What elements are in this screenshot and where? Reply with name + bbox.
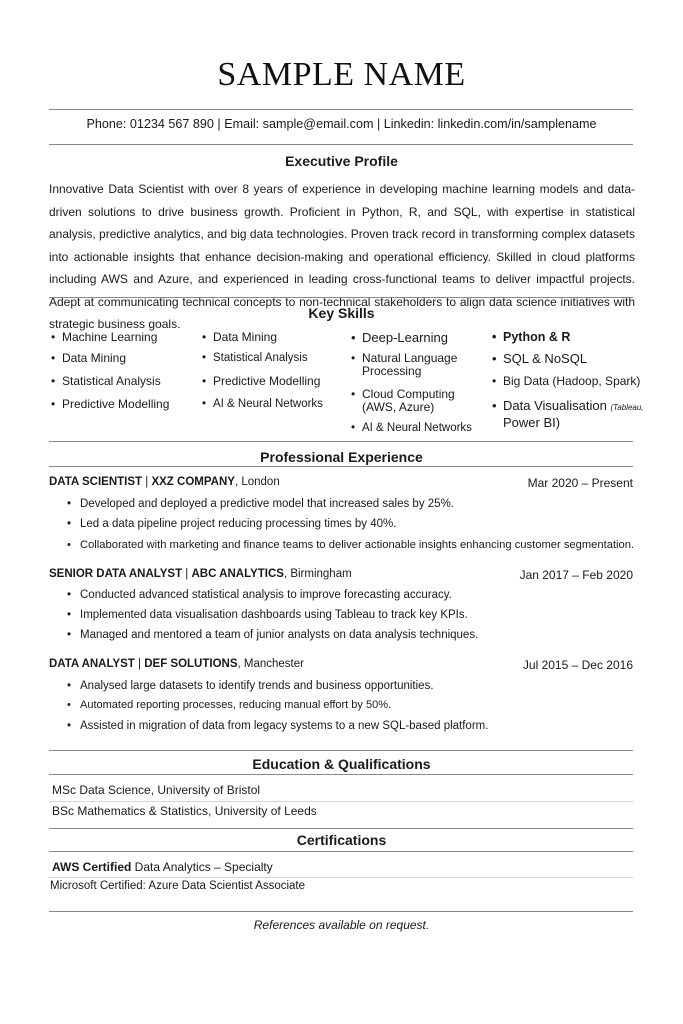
skill-item: • Deep-Learning — [351, 330, 449, 345]
job-bullet: • Developed and deployed a predictive model that increased sales by 25%. — [67, 498, 454, 510]
divider — [49, 877, 633, 878]
divider — [49, 466, 633, 467]
skill-item: • Big Data (Hadoop, Spark) — [492, 374, 641, 388]
skill-item: • Python & R — [492, 330, 571, 344]
job-bullet: • Led a data pipeline project reducing processing times by 40%. — [67, 518, 397, 530]
job-bullet: • Managed and mentored a team of junior analysts on data analysis techniques. — [67, 629, 479, 641]
divider — [49, 851, 633, 852]
job-bullet: • Conducted advanced statistical analysis to improve forecasting accuracy. — [67, 589, 452, 601]
skill-item: • Data Visualisation (Tableau, Power BI) — [492, 398, 644, 430]
job-bullet: • Implemented data visualisation dashboards using Tableau to track key KPIs. — [67, 609, 468, 621]
job-bullet: • Automated reporting processes, reducing manual effort by 50%. — [67, 699, 392, 711]
certification-item: Microsoft Certified: Azure Data Scientist Associate — [50, 880, 306, 892]
candidate-name: SAMPLE NAME — [217, 56, 466, 93]
divider — [49, 297, 633, 298]
executive-profile-text: Innovative Data Scientist with over 8 years of experience in developing machine learning models and data-driven solutions to drive business growth. Proficient in Python, R, and SQL, with expertise in statistical analysis, predictive analytics, and big data technologies. Proven track record in transforming complex datasets into actionable insights that enhance decision-making and operational efficiency. Skilled in cloud platforms including AWS and Azure, and experienced in leading cross-functional teams to deliver impactful projects. Adept at communicating technical concepts to non-technical stakeholders to align data science initiatives with strategic business goals. — [49, 182, 635, 331]
divider — [49, 828, 633, 829]
job-bullet: • Analysed large datasets to identify trends and business opportunities. — [67, 680, 434, 692]
skill-item: • Predictive Modelling — [202, 374, 321, 388]
skill-item: • AI & Neural Networks — [202, 398, 323, 410]
job-bullet: • Collaborated with marketing and finance teams to deliver actionable insights enhancing customer segmentation. — [67, 539, 635, 551]
job-heading: SENIOR DATA ANALYST | ABC ANALYTICS, Birmingham — [49, 568, 352, 580]
education-heading: Education & Qualifications — [252, 756, 431, 772]
certification-item: AWS Certified Data Analytics – Specialty — [52, 860, 273, 874]
certifications-heading: Certifications — [296, 832, 387, 848]
skill-item: • Natural Language Processing — [351, 351, 458, 378]
job-dates: Jul 2015 – Dec 2016 — [522, 658, 633, 672]
skill-item: • Predictive Modelling — [51, 397, 170, 411]
skill-item: • AI & Neural Networks — [351, 422, 472, 434]
skill-item: • Data Mining — [202, 330, 278, 344]
divider — [49, 911, 633, 912]
key-skills-heading: Key Skills — [308, 305, 375, 321]
divider — [49, 774, 633, 775]
skill-item: • SQL & NoSQL — [492, 351, 588, 366]
skill-item: • Statistical Analysis — [51, 374, 161, 388]
job-dates: Jan 2017 – Feb 2020 — [519, 568, 633, 582]
job-bullet: • Assisted in migration of data from legacy systems to a new SQL-based platform. — [67, 720, 489, 732]
skill-item: • Statistical Analysis — [202, 352, 308, 364]
education-item: MSc Data Science, University of Bristol — [52, 783, 261, 797]
job-heading: DATA ANALYST | DEF SOLUTIONS, Manchester — [49, 658, 304, 670]
divider — [49, 750, 633, 751]
skill-item: • Data Mining — [51, 351, 127, 365]
job-dates: Mar 2020 – Present — [527, 476, 633, 490]
executive-profile-heading: Executive Profile — [285, 153, 398, 169]
contact-line: Phone: 01234 567 890 | Email: sample@email.com | Linkedin: linkedin.com/in/samplename — [86, 117, 597, 131]
references-note: References available on request. — [253, 918, 430, 932]
professional-experience-heading: Professional Experience — [260, 449, 423, 465]
divider — [49, 144, 633, 145]
divider — [49, 801, 633, 802]
skill-item: • Machine Learning — [51, 330, 158, 344]
job-heading: DATA SCIENTIST | XXZ COMPANY, London — [49, 476, 280, 488]
divider — [49, 109, 633, 110]
skill-item: • Cloud Computing (AWS, Azure) — [351, 387, 455, 414]
divider — [49, 441, 633, 442]
education-item: BSc Mathematics & Statistics, University of Leeds — [52, 804, 317, 818]
